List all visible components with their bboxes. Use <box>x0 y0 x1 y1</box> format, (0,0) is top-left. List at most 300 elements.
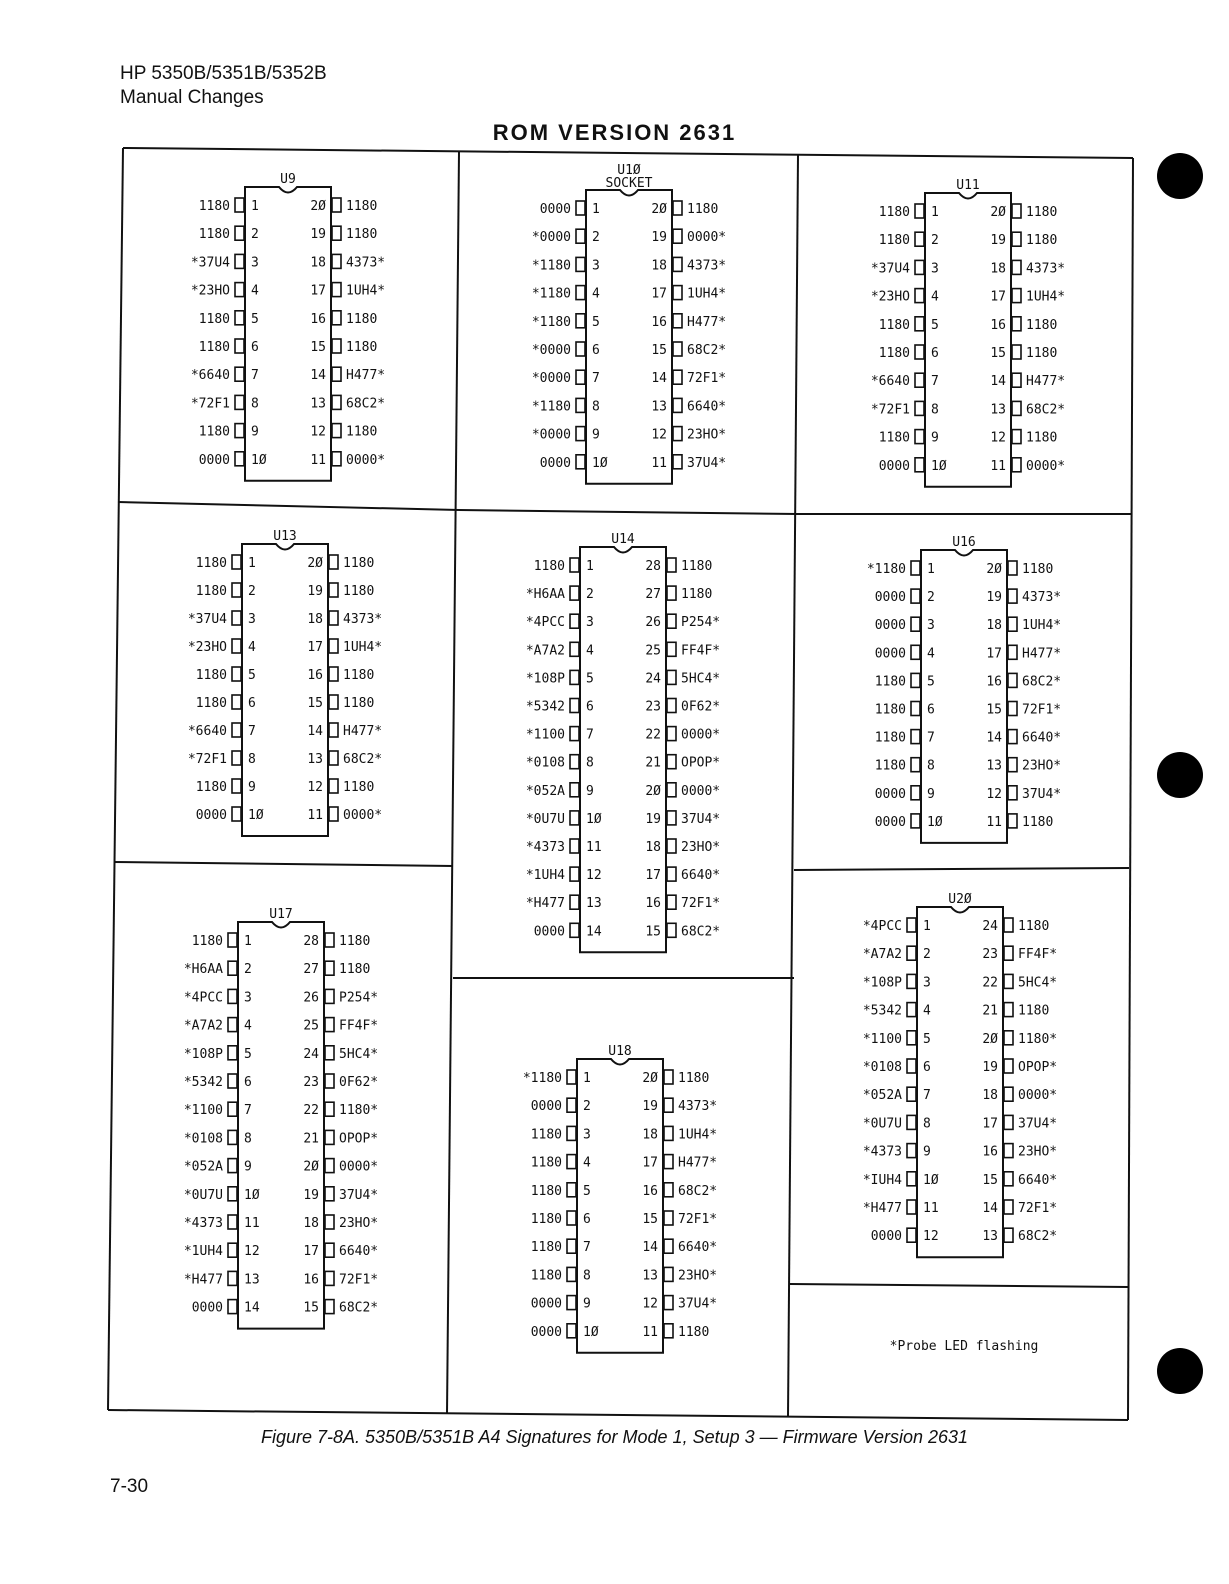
pin-signature: 1180 <box>198 311 230 327</box>
chip-label: U1Ø <box>617 163 641 178</box>
pin-pad <box>228 1243 237 1257</box>
cell-divider <box>788 155 798 1417</box>
page-title: ROM VERSION 2631 <box>492 120 737 145</box>
pin-number: 5 <box>927 674 935 690</box>
pin-number: 8 <box>923 1116 931 1132</box>
pin-pad <box>325 1300 334 1314</box>
pin-pad <box>235 226 244 240</box>
pin-pad <box>1004 1059 1013 1073</box>
pin-pad <box>1012 260 1021 274</box>
pin-pad <box>329 779 338 793</box>
pin-pad <box>664 1070 673 1084</box>
pin-number: 12 <box>310 424 326 440</box>
pin-pad <box>907 1200 916 1214</box>
pin-pad <box>673 314 682 328</box>
pin-number: 17 <box>986 646 1002 662</box>
pin-signature: *23HO <box>187 640 227 655</box>
pin-signature: 72F1* <box>339 1272 379 1288</box>
pin-signature: 1180 <box>878 317 910 333</box>
pin-pad <box>567 1155 576 1169</box>
pin-signature: 72F1* <box>687 371 727 387</box>
pin-number: 14 <box>310 368 326 384</box>
pin-pad <box>570 755 579 769</box>
pin-signature: 1UH4* <box>687 286 727 302</box>
chip-label: U17 <box>269 907 293 922</box>
pin-pad <box>232 639 241 653</box>
chip-u1 <box>532 163 726 484</box>
pin-number: 7 <box>931 374 939 390</box>
pin-signature: 0000 <box>195 808 227 823</box>
pin-signature: H477* <box>678 1155 718 1171</box>
pin-pad <box>907 1031 916 1045</box>
pin-signature: 0000* <box>681 727 721 743</box>
pin-number: 2Ø <box>310 199 326 214</box>
pin-pad <box>911 786 920 800</box>
pin-pad <box>911 589 920 603</box>
pin-number: 8 <box>251 396 259 412</box>
pin-signature: 68C2* <box>339 1300 379 1316</box>
pin-number: 8 <box>931 402 939 418</box>
pin-pad <box>332 367 341 381</box>
pin-pad <box>667 839 676 853</box>
pin-number: 3 <box>244 990 252 1006</box>
pin-number: 2Ø <box>307 556 323 571</box>
pin-signature: *72F1 <box>190 396 230 412</box>
pin-number: 8 <box>927 758 935 774</box>
pin-pad <box>1012 204 1021 218</box>
pin-signature: *37U4 <box>870 261 910 277</box>
pin-pad <box>664 1155 673 1169</box>
pin-number: 5 <box>586 671 594 687</box>
pin-signature: *052A <box>183 1159 223 1175</box>
pin-pad <box>329 751 338 765</box>
pin-number: 11 <box>244 1216 260 1231</box>
pin-number: 1Ø <box>583 1324 599 1340</box>
pin-number: 14 <box>982 1201 998 1216</box>
pin-number: 1Ø <box>931 458 947 474</box>
pin-signature: 1180 <box>530 1155 562 1171</box>
pin-pad <box>325 1187 334 1201</box>
pin-number: 2Ø <box>642 1071 658 1086</box>
pin-signature: *1100 <box>525 727 565 743</box>
chip-label: U2Ø <box>948 892 972 907</box>
pin-number: 7 <box>583 1240 591 1256</box>
pin-signature: 1180 <box>530 1212 562 1227</box>
pin-number: 4 <box>931 289 939 305</box>
pin-pad <box>576 286 585 300</box>
pin-number: 3 <box>586 615 594 631</box>
pin-number: 11 <box>310 452 326 468</box>
pin-number: 17 <box>307 640 323 655</box>
pin-pad <box>1008 645 1017 659</box>
pin-signature: 0000* <box>681 783 721 799</box>
pin-pad <box>1008 589 1017 603</box>
pin-pad <box>911 561 920 575</box>
pin-pad <box>1004 1200 1013 1214</box>
pin-pad <box>1008 758 1017 772</box>
pin-number: 19 <box>310 227 326 243</box>
pin-number: 12 <box>990 430 1006 446</box>
pin-number: 4 <box>248 640 256 655</box>
pin-pad <box>907 1115 916 1129</box>
pin-number: 3 <box>931 261 939 277</box>
pin-pad <box>911 617 920 631</box>
pin-number: 2 <box>248 584 256 599</box>
pin-pad <box>235 283 244 297</box>
pin-number: 9 <box>923 1144 931 1160</box>
pin-pad <box>235 452 244 466</box>
pin-signature: 1180 <box>343 556 375 571</box>
pin-signature: 1180 <box>681 559 713 574</box>
pin-signature: 23HO* <box>678 1268 718 1284</box>
pin-signature: 37U4* <box>339 1187 379 1203</box>
pin-signature: 1180 <box>198 227 230 243</box>
pin-signature: *H6AA <box>183 962 223 978</box>
punch-hole <box>1157 153 1203 199</box>
pin-signature: *1UH4 <box>525 868 565 884</box>
pin-signature: 1180 <box>874 702 906 718</box>
pin-signature: 1180 <box>343 780 375 795</box>
pin-signature: *1180 <box>531 314 571 330</box>
pin-pad <box>911 730 920 744</box>
pin-signature: 0000 <box>530 1099 562 1115</box>
pin-signature: 5HC4* <box>1018 975 1058 991</box>
pin-signature: *1180 <box>531 399 571 415</box>
pin-pad <box>1004 1031 1013 1045</box>
pin-number: 7 <box>586 727 594 743</box>
pin-number: 26 <box>303 990 319 1006</box>
pin-pad <box>667 755 676 769</box>
pin-pad <box>228 1046 237 1060</box>
pin-pad <box>1004 1144 1013 1158</box>
pin-number: 23 <box>303 1075 319 1090</box>
pin-signature: 1180 <box>878 430 910 446</box>
pin-pad <box>1008 561 1017 575</box>
pin-pad <box>325 933 334 947</box>
cell-divider <box>123 148 1133 158</box>
pin-number: 2 <box>244 962 252 978</box>
pin-pad <box>667 699 676 713</box>
pin-number: 5 <box>244 1046 252 1062</box>
pin-number: 6 <box>586 699 594 715</box>
pin-pad <box>1004 1087 1013 1101</box>
pin-pad <box>1012 232 1021 246</box>
pin-pad <box>673 286 682 300</box>
pin-number: 15 <box>303 1300 319 1316</box>
pin-number: 11 <box>986 814 1002 830</box>
pin-signature: *0108 <box>525 755 565 771</box>
pin-signature: H477* <box>687 314 727 330</box>
pin-signature: 23HO* <box>339 1216 379 1231</box>
pin-pad <box>1004 946 1013 960</box>
pin-number: 21 <box>303 1131 319 1147</box>
pin-number: 11 <box>923 1201 939 1216</box>
pin-number: 6 <box>931 346 939 361</box>
pin-pad <box>667 811 676 825</box>
pin-pad <box>664 1126 673 1140</box>
chip-u13 <box>188 529 382 836</box>
pin-signature: 5HC4* <box>339 1046 379 1062</box>
pin-pad <box>329 667 338 681</box>
pin-pad <box>228 961 237 975</box>
pin-pad <box>673 398 682 412</box>
pin-pad <box>232 751 241 765</box>
pin-pad <box>325 961 334 975</box>
pin-pad <box>1012 458 1021 472</box>
pin-number: 15 <box>645 924 661 940</box>
header-section: Manual Changes <box>120 87 264 108</box>
pin-pad <box>664 1211 673 1225</box>
pin-number: 11 <box>642 1324 658 1340</box>
pin-pad <box>235 367 244 381</box>
pin-pad <box>1004 1228 1013 1242</box>
pin-pad <box>576 427 585 441</box>
pin-signature: 0000 <box>191 1300 223 1316</box>
pin-signature: 1180 <box>346 424 378 440</box>
pin-pad <box>325 989 334 1003</box>
pin-pad <box>1008 617 1017 631</box>
chip-body <box>580 547 666 952</box>
pin-number: 28 <box>303 934 319 949</box>
pin-signature: *H477 <box>862 1201 902 1216</box>
pin-signature: 0000 <box>874 646 906 662</box>
pin-number: 7 <box>244 1103 252 1119</box>
pin-number: 18 <box>982 1088 998 1104</box>
pin-signature: FF4F* <box>1018 947 1058 963</box>
pin-signature: 0000* <box>346 452 386 468</box>
pin-signature: H477* <box>1026 374 1066 390</box>
pin-pad <box>329 611 338 625</box>
pin-pad <box>576 314 585 328</box>
cell-divider <box>790 1284 1128 1287</box>
pin-signature: 1180 <box>346 227 378 243</box>
pin-number: 9 <box>583 1296 591 1312</box>
pin-number: 15 <box>990 346 1006 361</box>
pin-number: 11 <box>586 840 602 855</box>
pin-signature: 1180 <box>533 559 565 574</box>
pin-pad <box>235 311 244 325</box>
pin-pad <box>576 257 585 271</box>
pin-signature: 1180 <box>878 205 910 220</box>
pin-signature: 1180 <box>346 311 378 327</box>
pin-pad <box>567 1267 576 1281</box>
pin-signature: *0108 <box>862 1060 902 1075</box>
pin-pad <box>576 201 585 215</box>
pin-number: 13 <box>986 758 1002 774</box>
chip-label: U11 <box>956 178 980 193</box>
pin-number: 11 <box>651 455 667 471</box>
pin-signature: *4373 <box>183 1216 223 1231</box>
pin-pad <box>325 1074 334 1088</box>
pin-number: 6 <box>927 702 935 718</box>
pin-pad <box>915 373 924 387</box>
pin-pad <box>332 198 341 212</box>
chip-label: U18 <box>608 1044 632 1059</box>
pin-pad <box>907 918 916 932</box>
pin-pad <box>673 229 682 243</box>
page-number: 7-30 <box>110 1476 149 1497</box>
pin-signature: *0U7U <box>862 1116 902 1132</box>
cell-divider <box>114 862 453 866</box>
pin-pad <box>228 1130 237 1144</box>
pin-signature: 0000 <box>870 1229 902 1245</box>
pin-pad <box>232 807 241 821</box>
pin-pad <box>911 814 920 828</box>
pin-number: 16 <box>303 1272 319 1288</box>
pin-signature: *6640 <box>870 374 910 390</box>
chip-subtitle: SOCKET <box>605 176 653 191</box>
pin-pad <box>667 783 676 797</box>
pin-number: 19 <box>990 233 1006 249</box>
pin-signature: 1180 <box>195 556 227 571</box>
pin-signature: 68C2* <box>678 1183 718 1199</box>
pin-signature: 1180 <box>339 934 371 949</box>
pin-signature: *052A <box>525 783 565 799</box>
pin-signature: 0000 <box>874 590 906 606</box>
pin-signature: *052A <box>862 1088 902 1104</box>
pin-pad <box>332 424 341 438</box>
pin-pad <box>1012 345 1021 359</box>
pin-pad <box>235 339 244 353</box>
pin-pad <box>915 232 924 246</box>
pin-signature: 1180 <box>343 696 375 711</box>
pin-pad <box>325 1159 334 1173</box>
chip-u16 <box>867 535 1061 843</box>
pin-signature: *72F1 <box>870 402 910 418</box>
pin-pad <box>907 1144 916 1158</box>
pin-pad <box>232 779 241 793</box>
pin-signature: 37U4* <box>1018 1116 1058 1132</box>
pin-number: 18 <box>307 612 323 627</box>
pin-pad <box>667 558 676 572</box>
pin-number: 19 <box>303 1187 319 1203</box>
pin-signature: OPOP* <box>339 1131 379 1147</box>
pin-number: 2Ø <box>651 202 667 217</box>
pin-number: 7 <box>251 368 259 384</box>
chip-label: U9 <box>280 172 296 187</box>
pin-number: 17 <box>642 1155 658 1171</box>
pin-signature: *108P <box>183 1046 223 1062</box>
pin-signature: 1180 <box>530 1240 562 1256</box>
pin-pad <box>907 1003 916 1017</box>
pin-pad <box>228 1159 237 1173</box>
pin-pad <box>228 933 237 947</box>
pin-number: 1 <box>923 919 931 934</box>
pin-number: 1 <box>583 1071 591 1086</box>
pin-pad <box>911 702 920 716</box>
pin-number: 14 <box>986 730 1002 746</box>
pin-pad <box>667 727 676 741</box>
pin-number: 16 <box>651 314 667 330</box>
pin-pad <box>567 1126 576 1140</box>
pin-number: 17 <box>651 286 667 302</box>
pin-number: 26 <box>645 615 661 631</box>
pin-signature: 1180 <box>878 346 910 361</box>
pin-signature: 68C2* <box>1026 402 1066 418</box>
pin-pad <box>911 758 920 772</box>
pin-number: 16 <box>986 674 1002 690</box>
pin-pad <box>329 555 338 569</box>
pin-pad <box>907 1172 916 1186</box>
pin-pad <box>235 395 244 409</box>
pin-number: 16 <box>310 311 326 327</box>
punch-hole <box>1157 1348 1203 1394</box>
pin-signature: 6640* <box>687 399 727 415</box>
pin-signature: 6640* <box>1018 1172 1058 1188</box>
pin-pad <box>228 1018 237 1032</box>
pin-signature: *6640 <box>190 368 230 384</box>
pin-number: 15 <box>651 343 667 358</box>
pin-number: 18 <box>986 618 1002 634</box>
pin-signature: 1180 <box>198 424 230 440</box>
cell-divider <box>118 502 459 510</box>
pin-pad <box>235 254 244 268</box>
pin-number: 22 <box>645 727 661 743</box>
pin-signature: 37U4* <box>687 455 727 471</box>
pin-number: 1 <box>931 205 939 220</box>
pin-number: 2Ø <box>645 783 661 799</box>
pin-signature: *5342 <box>183 1075 223 1090</box>
pin-signature: 37U4* <box>1022 786 1062 802</box>
pin-signature: 6640* <box>681 868 721 884</box>
pin-signature: *0000 <box>531 230 571 246</box>
pin-number: 1Ø <box>592 455 608 471</box>
pin-pad <box>667 923 676 937</box>
pin-pad <box>228 1074 237 1088</box>
cell-divider <box>447 152 459 1414</box>
diagram-frame <box>108 148 1133 1420</box>
pin-pad <box>667 614 676 628</box>
pin-signature: 1180* <box>339 1103 379 1119</box>
pin-number: 2Ø <box>982 1031 998 1047</box>
pin-pad <box>325 1215 334 1229</box>
pin-signature: 68C2* <box>343 752 383 767</box>
pin-number: 25 <box>645 643 661 659</box>
pin-number: 23 <box>982 947 998 963</box>
pin-signature: H477* <box>1022 646 1062 662</box>
pin-number: 14 <box>642 1240 658 1256</box>
pin-signature: 0000 <box>874 618 906 634</box>
pin-signature: *108P <box>862 975 902 991</box>
pin-pad <box>570 895 579 909</box>
pin-pad <box>332 395 341 409</box>
pin-number: 14 <box>990 374 1006 390</box>
pin-number: 8 <box>586 755 594 771</box>
pin-number: 17 <box>310 283 326 299</box>
pin-signature: *1180 <box>522 1071 562 1086</box>
pin-signature: 1180 <box>530 1183 562 1199</box>
pin-number: 16 <box>982 1144 998 1160</box>
pin-pad <box>570 923 579 937</box>
pin-pad <box>325 1018 334 1032</box>
punch-hole <box>1157 752 1203 798</box>
pin-number: 11 <box>990 458 1006 474</box>
pin-number: 2 <box>251 227 259 243</box>
pin-number: 1Ø <box>248 808 264 823</box>
pin-signature: *A7A2 <box>862 947 902 963</box>
pin-number: 13 <box>990 402 1006 418</box>
pin-signature: 6640* <box>678 1240 718 1256</box>
pin-number: 27 <box>303 962 319 978</box>
pin-pad <box>325 1102 334 1116</box>
pin-signature: 1180 <box>1026 233 1058 249</box>
pin-signature: 1180 <box>346 340 378 355</box>
pin-signature: 1180 <box>198 199 230 214</box>
pin-number: 9 <box>248 780 256 795</box>
pin-number: 2 <box>586 587 594 603</box>
pin-signature: 1UH4* <box>1026 289 1066 305</box>
pin-pad <box>232 611 241 625</box>
